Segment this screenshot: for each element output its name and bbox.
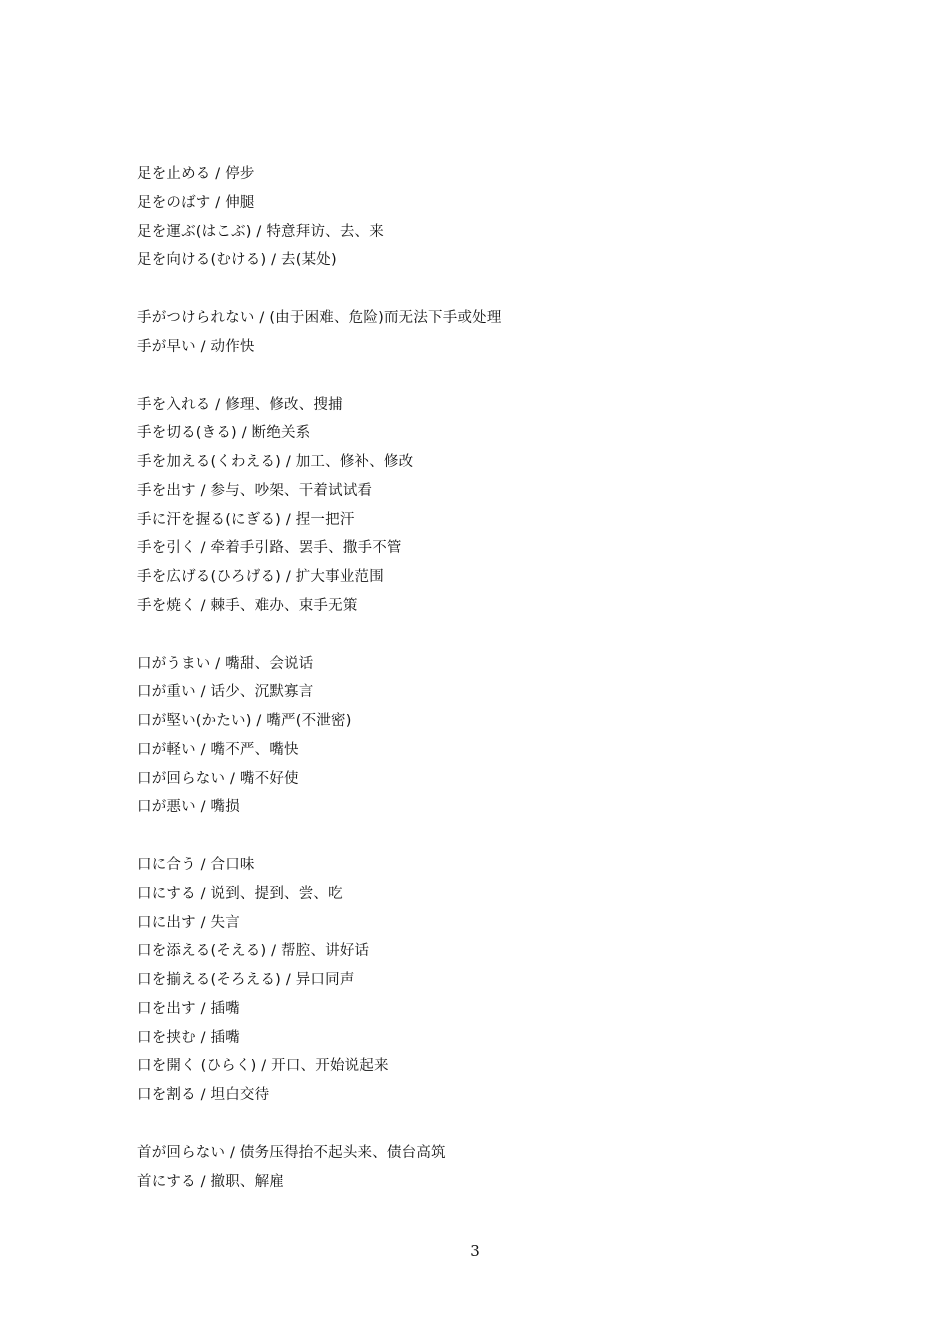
idiom-entry bbox=[137, 966, 897, 995]
idiom-entry bbox=[137, 246, 897, 275]
japanese-phrase: 手を入れる bbox=[137, 396, 211, 413]
entry-separator: / bbox=[225, 1144, 240, 1161]
japanese-phrase: 口にする bbox=[137, 885, 196, 902]
idiom-entry bbox=[137, 506, 897, 535]
chinese-meaning: 合口味 bbox=[210, 857, 255, 873]
entry-separator: / bbox=[281, 569, 296, 585]
idiom-group bbox=[137, 304, 897, 362]
idiom-group bbox=[137, 160, 897, 275]
chinese-meaning: 修理、修改、搜捕 bbox=[225, 396, 343, 413]
entry-separator: / bbox=[195, 1173, 211, 1190]
entry-separator: / bbox=[225, 770, 240, 787]
chinese-meaning: 去(某处) bbox=[281, 252, 337, 269]
japanese-phrase: 口が堅い(かたい) bbox=[137, 713, 252, 729]
idiom-entry bbox=[137, 477, 897, 506]
idiom-entry bbox=[137, 304, 897, 333]
idiom-list bbox=[137, 160, 897, 1225]
idiom-entry bbox=[137, 765, 897, 794]
japanese-phrase: 口を添える(そえる) bbox=[137, 943, 267, 960]
idiom-entry bbox=[137, 1052, 897, 1081]
entry-separator: / bbox=[195, 1029, 211, 1046]
chinese-meaning: 插嘴 bbox=[210, 1029, 240, 1046]
idiom-entry bbox=[137, 563, 897, 592]
entry-separator: / bbox=[195, 1087, 211, 1103]
entry-separator: / bbox=[210, 166, 226, 182]
idiom-entry bbox=[137, 419, 897, 448]
japanese-phrase: 足を運ぶ(はこぶ) bbox=[137, 223, 252, 240]
idiom-group bbox=[137, 851, 897, 1110]
idiom-entry bbox=[137, 793, 897, 822]
chinese-meaning: 异口同声 bbox=[295, 972, 355, 988]
chinese-meaning: 嘴不严、嘴快 bbox=[210, 741, 299, 758]
japanese-phrase: 足をのばす bbox=[137, 194, 211, 211]
idiom-entry bbox=[137, 937, 897, 966]
entry-separator: / bbox=[195, 540, 211, 557]
japanese-phrase: 手を引く bbox=[137, 540, 196, 557]
chinese-meaning: 说到、提到、尝、吃 bbox=[210, 885, 343, 902]
chinese-meaning: 嘴损 bbox=[210, 799, 240, 816]
entry-separator: / bbox=[236, 425, 252, 442]
idiom-entry bbox=[137, 650, 897, 679]
idiom-entry bbox=[137, 1024, 897, 1053]
chinese-meaning: 失言 bbox=[210, 914, 240, 931]
idiom-entry bbox=[137, 391, 897, 420]
chinese-meaning: 开口、开始说起来 bbox=[271, 1058, 389, 1075]
japanese-phrase: 口に合う bbox=[137, 857, 196, 873]
japanese-phrase: 口がうまい bbox=[137, 655, 211, 672]
entry-separator: / bbox=[195, 741, 211, 758]
japanese-phrase: 手を切る(きる) bbox=[137, 425, 237, 442]
chinese-meaning: 插嘴 bbox=[210, 1000, 240, 1017]
chinese-meaning: 捏一把汗 bbox=[295, 511, 355, 528]
entry-separator: / bbox=[195, 799, 211, 816]
entry-separator: / bbox=[210, 194, 226, 211]
idiom-entry bbox=[137, 909, 897, 938]
idiom-entry bbox=[137, 880, 897, 909]
japanese-phrase: 口を開く (ひらく) bbox=[137, 1058, 257, 1075]
entry-separator: / bbox=[210, 655, 226, 672]
entry-separator: / bbox=[256, 1058, 272, 1075]
idiom-group bbox=[137, 1139, 897, 1197]
chinese-meaning: 嘴甜、会说话 bbox=[225, 655, 314, 672]
japanese-phrase: 口を出す bbox=[137, 1000, 196, 1017]
japanese-phrase: 手が早い bbox=[137, 338, 196, 355]
chinese-meaning: 撤职、解雇 bbox=[210, 1173, 285, 1190]
entry-separator: / bbox=[281, 972, 296, 988]
chinese-meaning: 帮腔、讲好话 bbox=[281, 943, 370, 960]
entry-separator: / bbox=[266, 943, 282, 960]
idiom-entry bbox=[137, 678, 897, 707]
japanese-phrase: 口を割る bbox=[137, 1087, 196, 1103]
chinese-meaning: 扩大事业范围 bbox=[295, 569, 384, 585]
chinese-meaning: 棘手、难办、束手无策 bbox=[210, 597, 358, 614]
idiom-group bbox=[137, 650, 897, 823]
japanese-phrase: 口を揃える(そろえる) bbox=[137, 972, 282, 988]
chinese-meaning: 坦白交待 bbox=[210, 1087, 270, 1103]
japanese-phrase: 口を挟む bbox=[137, 1029, 196, 1046]
idiom-entry bbox=[137, 592, 897, 621]
entry-separator: / bbox=[195, 684, 211, 701]
entry-separator: / bbox=[195, 1000, 211, 1017]
chinese-meaning: 断绝关系 bbox=[251, 425, 311, 442]
entry-separator: / bbox=[195, 857, 211, 873]
japanese-phrase: 口が軽い bbox=[137, 741, 196, 758]
idiom-entry bbox=[137, 736, 897, 765]
idiom-entry bbox=[137, 534, 897, 563]
idiom-entry bbox=[137, 448, 897, 477]
japanese-phrase: 手を広げる(ひろげる) bbox=[137, 569, 282, 585]
japanese-phrase: 手がつけられない bbox=[137, 310, 255, 326]
japanese-phrase: 足を止める bbox=[137, 166, 211, 182]
entry-separator: / bbox=[281, 511, 296, 528]
idiom-entry bbox=[137, 1081, 897, 1110]
japanese-phrase: 口が重い bbox=[137, 684, 196, 701]
idiom-entry bbox=[137, 218, 897, 247]
idiom-entry bbox=[137, 333, 897, 362]
chinese-meaning: 伸腿 bbox=[225, 194, 255, 211]
page-number: 3 bbox=[470, 1242, 480, 1260]
idiom-entry bbox=[137, 189, 897, 218]
idiom-entry bbox=[137, 1168, 897, 1197]
idiom-entry bbox=[137, 1139, 897, 1168]
japanese-phrase: 手を出す bbox=[137, 482, 196, 499]
japanese-phrase: 手を加える(くわえる) bbox=[137, 454, 282, 470]
japanese-phrase: 手に汗を握る(にぎる) bbox=[137, 511, 282, 528]
japanese-phrase: 口に出す bbox=[137, 914, 196, 931]
chinese-meaning: 嘴不好使 bbox=[239, 770, 299, 787]
chinese-meaning: 参与、吵架、干着试试看 bbox=[210, 482, 373, 499]
japanese-phrase: 口が悪い bbox=[137, 799, 196, 816]
chinese-meaning: 话少、沉默寡言 bbox=[210, 684, 314, 701]
chinese-meaning: 停步 bbox=[225, 166, 255, 182]
idiom-entry bbox=[137, 851, 897, 880]
chinese-meaning: 债务压得抬不起头来、债台高筑 bbox=[239, 1144, 446, 1161]
chinese-meaning: 牵着手引路、罢手、撒手不管 bbox=[210, 540, 402, 557]
chinese-meaning: 加工、修补、修改 bbox=[295, 454, 414, 470]
entry-separator: / bbox=[254, 310, 270, 326]
entry-separator: / bbox=[195, 482, 211, 499]
chinese-meaning: 嘴严(不泄密) bbox=[266, 713, 352, 729]
entry-separator: / bbox=[195, 338, 211, 355]
idiom-entry bbox=[137, 995, 897, 1024]
entry-separator: / bbox=[195, 885, 211, 902]
chinese-meaning: (由于困难、危险)而无法下手或处理 bbox=[269, 310, 502, 326]
japanese-phrase: 手を焼く bbox=[137, 597, 196, 614]
idiom-entry bbox=[137, 160, 897, 189]
idiom-group bbox=[137, 391, 897, 621]
chinese-meaning: 特意拜访、去、来 bbox=[266, 223, 384, 240]
chinese-meaning: 动作快 bbox=[210, 338, 255, 355]
entry-separator: / bbox=[251, 713, 267, 729]
japanese-phrase: 口が回らない bbox=[137, 770, 226, 787]
entry-separator: / bbox=[210, 396, 226, 413]
japanese-phrase: 首にする bbox=[137, 1173, 196, 1190]
entry-separator: / bbox=[195, 914, 211, 931]
entry-separator: / bbox=[251, 223, 267, 240]
japanese-phrase: 首が回らない bbox=[137, 1144, 226, 1161]
entry-separator: / bbox=[266, 252, 282, 269]
japanese-phrase: 足を向ける(むける) bbox=[137, 252, 267, 269]
entry-separator: / bbox=[195, 597, 211, 614]
entry-separator: / bbox=[281, 454, 296, 470]
idiom-entry bbox=[137, 707, 897, 736]
